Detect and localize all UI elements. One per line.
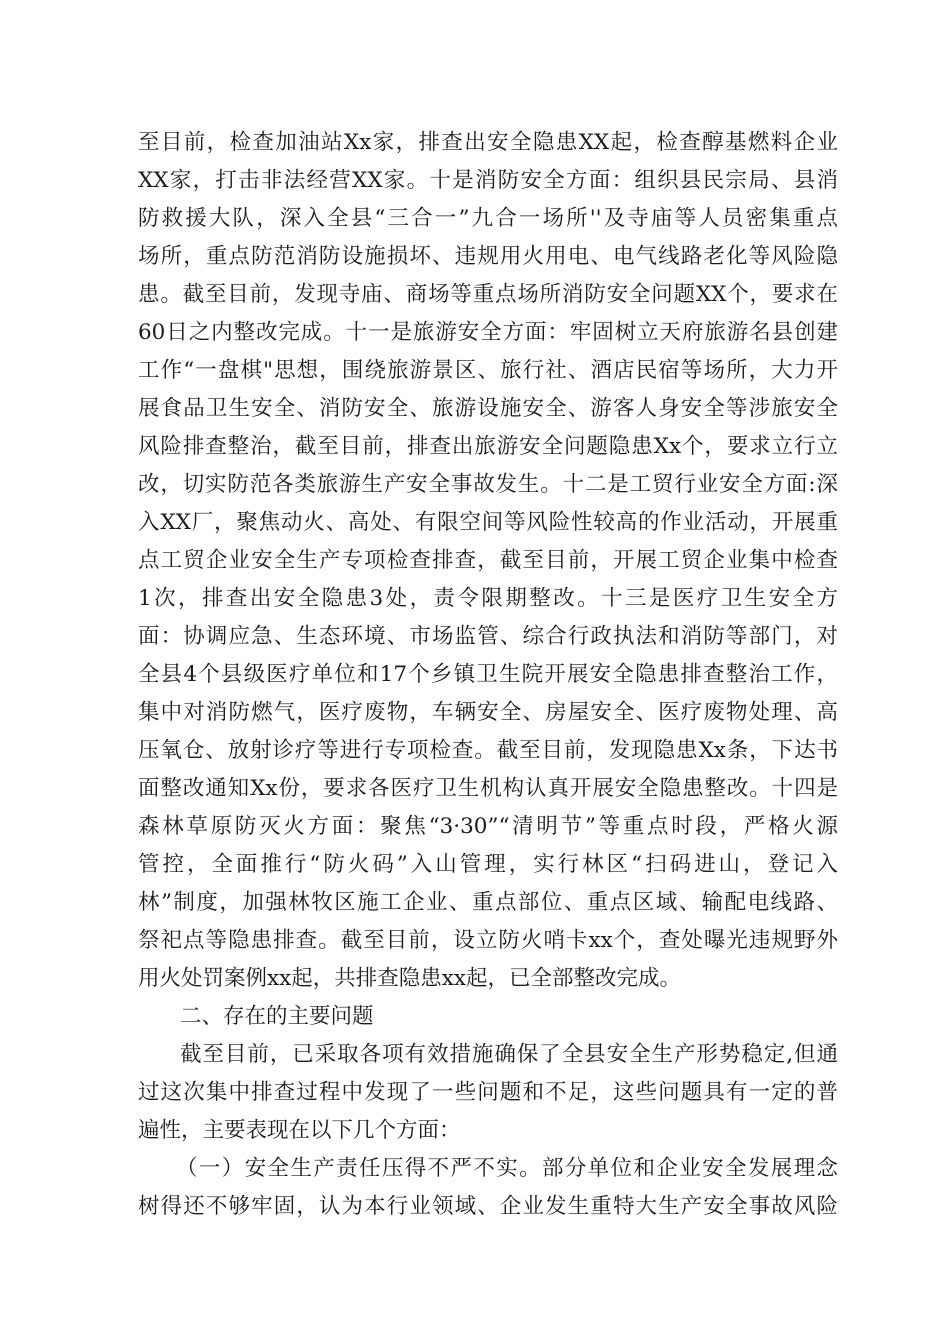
body-text-line: 工作“一盘棋"思想，围绕旅游景区、旅行社、酒店民宿等场所，大力开 [138,358,838,383]
body-text-line: 林”制度，加强林牧区施工企业、重点部位、重点区域、输配电线路、 [138,890,838,915]
body-text-line: 管控，全面推行“防火码”入山管理，实行林区“扫码进山，登记入 [138,852,838,877]
body-text-line: 用火处罚案例xx起，共排查隐患xx起，已全部整改完成。 [138,966,682,991]
subsection-heading-line: （一）安全生产责任压得不严不实。部分单位和企业安全发展理念 [176,1156,838,1181]
body-text-line: 截至目前，已采取各项有效措施确保了全县安全生产形势稳定,但通 [180,1042,838,1067]
body-text-line: 集中对消防燃气，医疗废物，车辆安全、房屋安全、医疗废物处理、高 [138,700,838,725]
body-text-line: 祭祀点等隐患排查。截至目前，设立防火哨卡xx个，查处曝光违规野外 [138,928,838,953]
body-text-line: 患。截至目前，发现寺庙、商场等重点场所消防安全问题XX个，要求在 [138,282,838,307]
body-text-line: 场所，重点防范消防设施损坏、违规用火用电、电气线路老化等风险隐 [138,244,838,269]
body-text-line: 森林草原防灭火方面：聚焦“3·30”“清明节”等重点时段，严格火源 [138,814,838,839]
body-text-line: XX家，打击非法经营XX家。十是消防安全方面：组织县民宗局、县消 [138,168,838,193]
body-text-line: 过这次集中排查过程中发现了一些问题和不足，这些问题具有一定的普 [138,1080,838,1105]
body-text-line: 改，切实防范各类旅游生产安全事故发生。十二是工贸行业安全方面:深 [138,472,838,497]
body-text-line: 树得还不够牢固，认为本行业领域、企业发生重特大生产安全事故风险 [138,1194,838,1219]
body-text-line: 至目前，检查加油站Xx家，排查出安全隐患XX起，检查醇基燃料企业 [138,130,838,155]
body-text-line: 风险排查整治，截至目前，排查出旅游安全问题隐患Xx个，要求立行立 [138,434,838,459]
section-heading: 二、存在的主要问题 [180,1004,374,1029]
body-text-line: 面：协调应急、生态环境、市场监管、综合行政执法和消防等部门，对 [138,624,838,649]
body-text-line: 60日之内整改完成。十一是旅游安全方面：牢固树立天府旅游名县创建 [138,320,838,345]
body-text-line: 全县4个县级医疗单位和17个乡镇卫生院开展安全隐患排查整治工作， [138,662,838,687]
body-text-line: 入XX厂，聚焦动火、高处、有限空间等风险性较高的作业活动，开展重 [138,510,838,535]
body-text-line: 1次，排查出安全隐患3处，责令限期整改。十三是医疗卫生安全方 [138,586,838,611]
body-text-line: 面整改通知Xx份，要求各医疗卫生机构认真开展安全隐患整改。十四是 [138,776,838,801]
body-text-line: 防救援大队，深入全县“三合一”九合一场所''及寺庙等人员密集重点 [138,206,838,231]
body-text-line: 展食品卫生安全、消防安全、旅游设施安全、游客人身安全等涉旅安全 [138,396,838,421]
body-text-line: 点工贸企业安全生产专项检查排查，截至目前，开展工贸企业集中检查 [138,548,838,573]
body-text-line: 遍性，主要表现在以下几个方面： [138,1118,461,1143]
body-text-line: 压氧仓、放射诊疗等进行专项检查。截至目前，发现隐患Xx条，下达书 [138,738,838,763]
